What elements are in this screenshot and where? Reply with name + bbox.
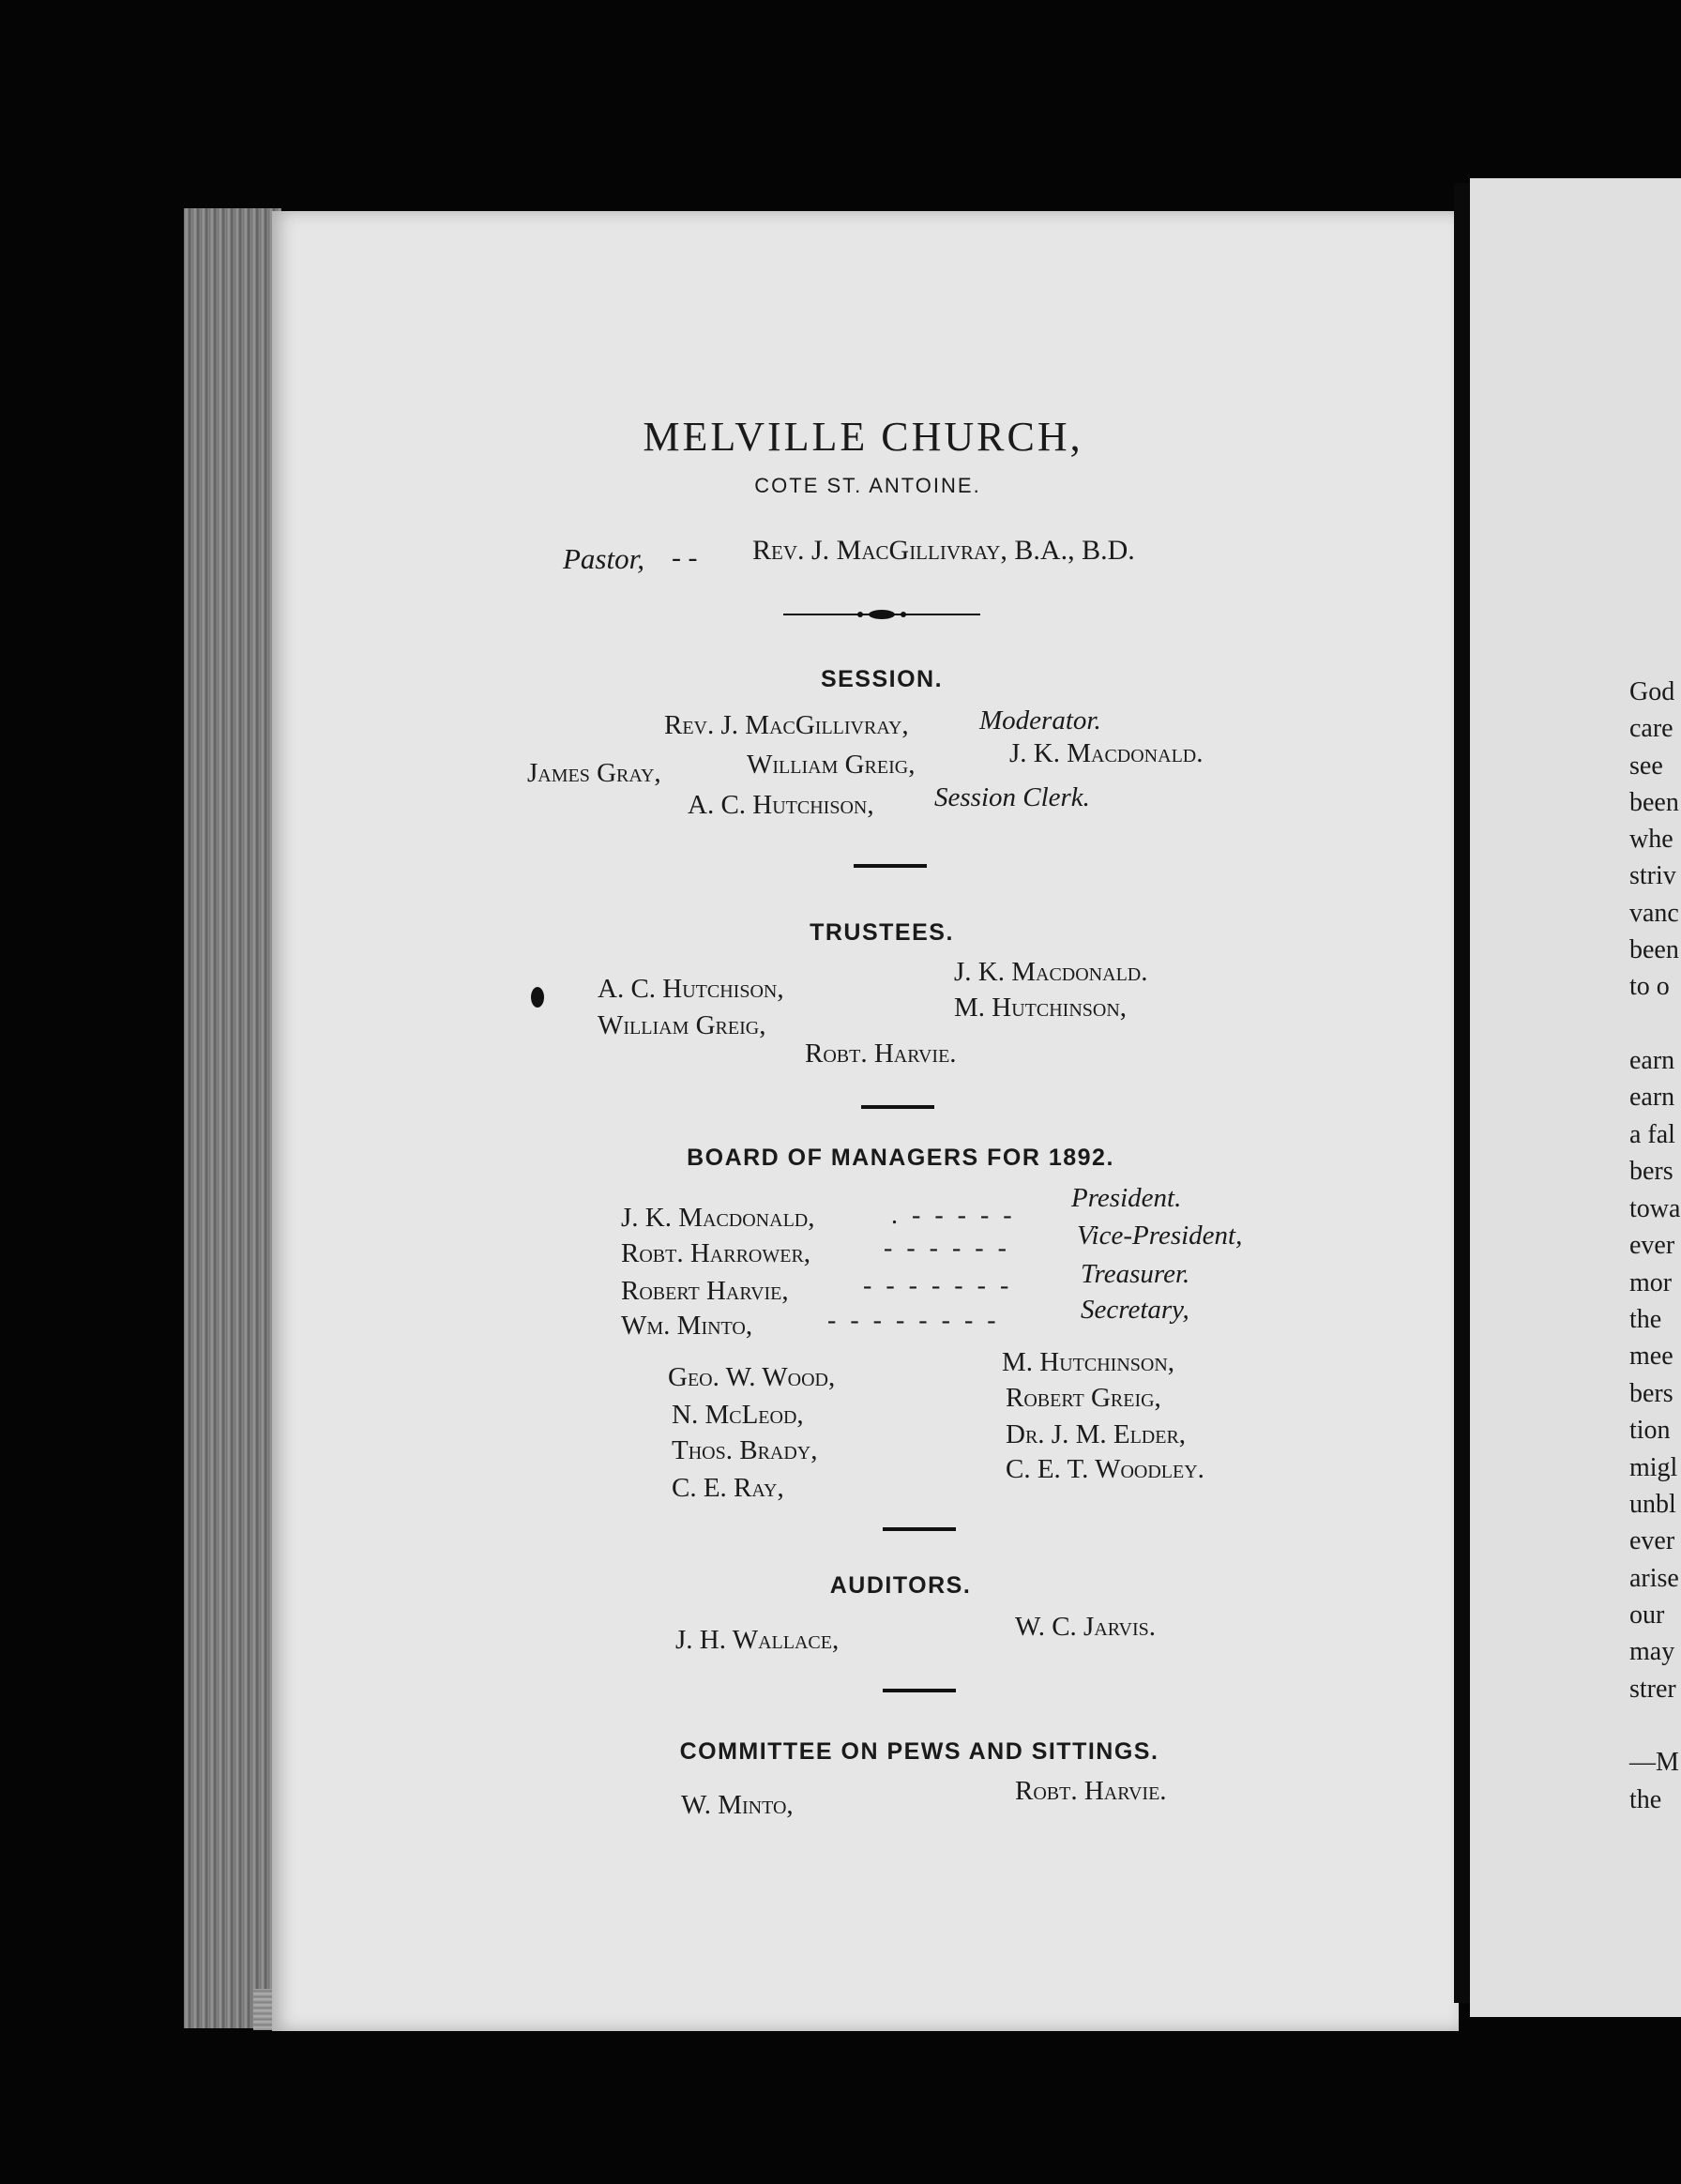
right-page-fragment: —M — [1629, 1748, 1679, 1777]
board-member: M. Hutchinson, — [1002, 1347, 1175, 1377]
ornament-divider — [783, 605, 980, 624]
right-page-fragment: mee — [1629, 1342, 1673, 1371]
board-officer-role: President. — [1071, 1183, 1182, 1213]
right-page-fragment: ever — [1629, 1526, 1675, 1555]
trustees-heading: TRUSTEES. — [810, 919, 954, 946]
committee-member: Robt. Harvie. — [1015, 1776, 1167, 1806]
committee-member: W. Minto, — [681, 1790, 794, 1820]
page-edges — [184, 208, 281, 2028]
session-clerk-name: A. C. Hutchison, — [688, 790, 874, 820]
right-page-fragment: earn — [1629, 1083, 1675, 1112]
session-member: James Gray, — [527, 758, 661, 788]
pastor-label: Pastor, — [563, 542, 644, 575]
right-page-fragment: mor — [1629, 1268, 1673, 1297]
session-member: William Greig, — [747, 750, 916, 780]
auditor-name: J. H. Wallace, — [675, 1625, 840, 1655]
auditors-heading: AUDITORS. — [829, 1572, 972, 1599]
right-page-fragment: to o — [1629, 972, 1670, 1001]
right-page-fragment: a fal — [1629, 1120, 1675, 1149]
ink-blot — [531, 987, 544, 1008]
board-member: N. McLeod, — [672, 1400, 804, 1430]
right-page-fragment: God — [1629, 677, 1675, 706]
right-page-fragment: the — [1629, 1785, 1662, 1814]
right-page-fragment: may — [1629, 1637, 1675, 1666]
right-page-fragment: been — [1629, 935, 1679, 964]
right-page-fragment: striv — [1629, 861, 1676, 890]
church-title: MELVILLE CHURCH, — [643, 414, 1083, 460]
trustee-name: M. Hutchinson, — [954, 993, 1128, 1023]
pastor-name: Rev. J. MacGillivray, B.A., B.D. — [752, 535, 1135, 566]
section-rule — [861, 1105, 934, 1109]
session-moderator-role: Moderator. — [979, 705, 1101, 736]
section-rule — [883, 1527, 956, 1531]
right-page-fragment: towa — [1629, 1194, 1681, 1223]
session-heading: SESSION. — [820, 666, 944, 692]
right-page-fragment: ever — [1629, 1231, 1675, 1260]
right-page-fragment: whe — [1629, 825, 1673, 854]
board-member: C. E. Ray, — [672, 1473, 784, 1503]
right-page-fragment: strer — [1629, 1675, 1676, 1704]
board-member: C. E. T. Woodley. — [1006, 1454, 1204, 1484]
board-member: Robert Greig, — [1006, 1383, 1161, 1413]
right-page-fragment: see — [1629, 751, 1663, 781]
right-page-fragment: vanc — [1629, 899, 1679, 928]
board-officer-dashes: - - - - - - - - — [827, 1306, 1000, 1335]
board-officer-dashes: - - - - - - - — [863, 1271, 1013, 1300]
section-rule — [854, 864, 927, 868]
right-page-fragment: tion — [1629, 1416, 1671, 1445]
session-clerk-role: Session Clerk. — [934, 782, 1090, 812]
trustee-name: Robt. Harvie. — [805, 1039, 957, 1069]
board-officer-name: J. K. Macdonald, — [621, 1203, 815, 1233]
right-page-fragment: bers — [1629, 1379, 1673, 1408]
board-officer-dashes: - - - - - - — [884, 1234, 1010, 1263]
board-member: Thos. Brady, — [672, 1435, 818, 1465]
right-page-fragment: migl — [1629, 1453, 1678, 1482]
board-member: Dr. J. M. Elder, — [1006, 1419, 1187, 1449]
board-officer-name: Robt. Harrower, — [621, 1238, 811, 1268]
right-page-fragment: earn — [1629, 1046, 1675, 1075]
right-page-fragment: the — [1629, 1305, 1662, 1334]
session-member: J. K. Macdonald. — [1009, 738, 1204, 768]
trustee-name: A. C. Hutchison, — [598, 974, 784, 1004]
board-officer-role: Secretary, — [1081, 1295, 1189, 1325]
pastor-dashes: - - — [672, 542, 698, 573]
right-page-fragment: arise — [1629, 1564, 1679, 1593]
session-moderator-name: Rev. J. MacGillivray, — [664, 710, 909, 740]
auditor-name: W. C. Jarvis. — [1015, 1612, 1156, 1642]
right-page-fragment: bers — [1629, 1157, 1673, 1186]
church-location: COTE ST. ANTOINE. — [754, 474, 981, 497]
board-officer-name: Wm. Minto, — [621, 1311, 753, 1341]
board-member: Geo. W. Wood, — [668, 1362, 836, 1392]
board-officer-dashes: . - - - - - — [891, 1201, 1016, 1230]
right-page-fragment: care — [1629, 714, 1673, 743]
board-heading: BOARD OF MANAGERS FOR 1892. — [687, 1145, 1114, 1171]
right-page-fragment: our — [1629, 1600, 1665, 1630]
board-officer-name: Robert Harvie, — [621, 1276, 789, 1306]
right-page-fragment: been — [1629, 788, 1679, 817]
right-page-fragment: unbl — [1629, 1490, 1676, 1519]
section-rule — [883, 1689, 956, 1692]
board-officer-role: Vice-President, — [1077, 1221, 1243, 1251]
committee-heading: COMMITTEE ON PEWS AND SITTINGS. — [679, 1738, 1159, 1765]
board-officer-role: Treasurer. — [1081, 1259, 1190, 1289]
trustee-name: William Greig, — [598, 1010, 766, 1040]
trustee-name: J. K. Macdonald. — [954, 957, 1148, 987]
